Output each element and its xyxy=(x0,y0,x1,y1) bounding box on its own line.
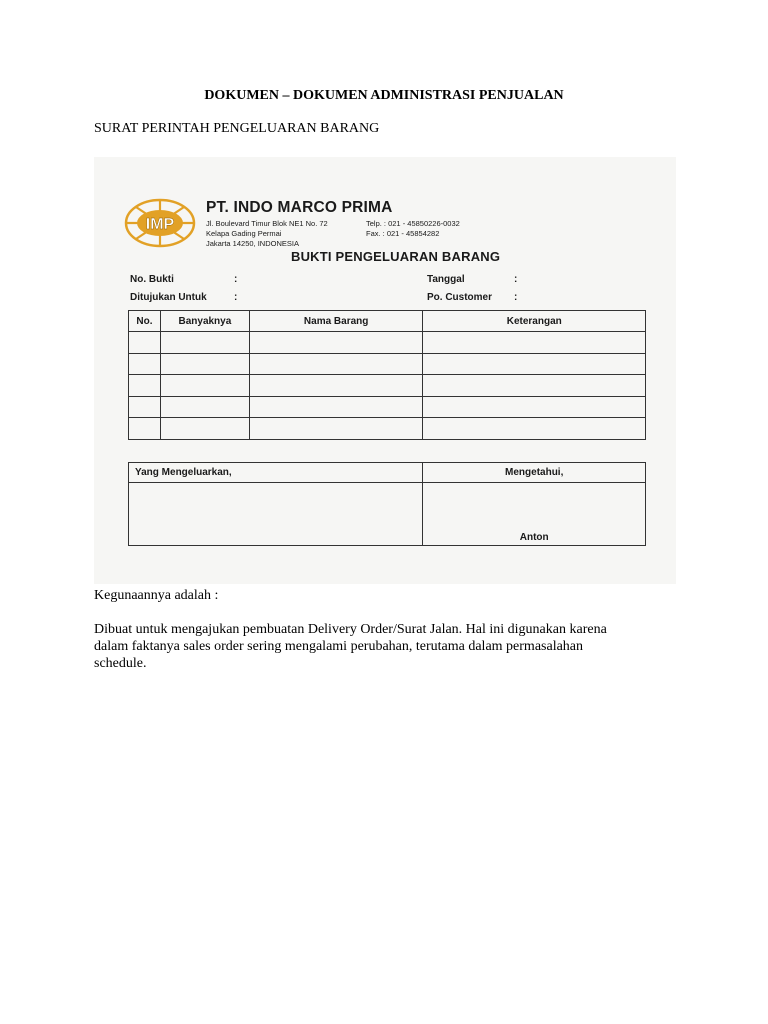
document-subtitle: SURAT PERINTAH PENGELUARAN BARANG xyxy=(94,121,380,136)
field-colon: : xyxy=(514,292,518,303)
company-logo-icon xyxy=(124,198,196,248)
field-label-ditujukan-untuk: Ditujukan Untuk xyxy=(130,292,207,303)
paragraph-line: dalam faktanya sales order sering mengalami perubahan, terutama dalam permasalahan xyxy=(94,639,584,654)
table-cell xyxy=(129,353,161,375)
table-cell xyxy=(129,375,161,397)
usage-label: Kegunaannya adalah : xyxy=(94,588,219,603)
logo-lettering: IMP xyxy=(145,216,175,233)
column-header-no: No. xyxy=(129,311,161,332)
table-row xyxy=(129,396,646,418)
table-cell xyxy=(129,332,161,354)
signature-box-acknowledged xyxy=(423,483,646,546)
table-row xyxy=(129,353,646,375)
form-image xyxy=(94,157,676,584)
table-cell xyxy=(423,418,646,440)
table-cell xyxy=(160,375,249,397)
bukti-pengeluaran-form xyxy=(94,157,676,584)
paragraph-line: Dibuat untuk mengajukan pembuatan Delivery Order/Surat Jalan. Hal ini digunakan karena xyxy=(94,622,607,637)
field-label-tanggal: Tanggal xyxy=(427,274,465,285)
fax-number: Fax. : 021 - 45854282 xyxy=(366,229,440,238)
items-table xyxy=(128,310,646,440)
table-row xyxy=(129,418,646,440)
table-cell xyxy=(249,353,423,375)
signature-label-issuer: Yang Mengeluarkan, xyxy=(129,463,423,483)
company-name: PT. INDO MARCO PRIMA xyxy=(206,199,393,216)
column-header-banyaknya: Banyaknya xyxy=(160,311,249,332)
document-title: DOKUMEN – DOKUMEN ADMINISTRASI PENJUALAN xyxy=(204,88,564,103)
paragraph-line: schedule. xyxy=(94,656,147,671)
company-address xyxy=(206,219,328,249)
address-line: Jakarta 14250, INDONESIA xyxy=(206,239,299,248)
field-label-po-customer: Po. Customer xyxy=(427,292,493,303)
table-cell xyxy=(423,353,646,375)
table-cell xyxy=(129,396,161,418)
table-cell xyxy=(160,353,249,375)
field-colon: : xyxy=(234,292,238,303)
table-cell xyxy=(423,375,646,397)
address-line: Kelapa Gading Permai xyxy=(206,229,282,238)
table-cell xyxy=(249,375,423,397)
form-title: BUKTI PENGELUARAN BARANG xyxy=(291,249,501,264)
signature-table xyxy=(128,462,646,546)
table-row xyxy=(129,332,646,354)
signature-label-acknowledged: Mengetahui, xyxy=(423,463,646,483)
usage-paragraph xyxy=(94,621,607,672)
table-cell xyxy=(160,332,249,354)
table-row xyxy=(129,375,646,397)
table-cell xyxy=(423,396,646,418)
address-line: Jl. Boulevard Timur Blok NE1 No. 72 xyxy=(206,219,328,228)
field-colon: : xyxy=(234,274,238,285)
table-cell xyxy=(160,396,249,418)
field-label-no-bukti: No. Bukti xyxy=(130,274,174,285)
column-header-nama-barang: Nama Barang xyxy=(249,311,423,332)
signature-box-issuer xyxy=(129,483,423,546)
table-header-row xyxy=(129,311,646,332)
acknowledger-name: Anton xyxy=(519,532,549,543)
phone-number: Telp. : 021 - 45850226-0032 xyxy=(366,219,460,228)
table-cell xyxy=(129,418,161,440)
company-contact xyxy=(366,219,460,239)
table-cell xyxy=(249,418,423,440)
field-colon: : xyxy=(514,274,518,285)
table-cell xyxy=(249,396,423,418)
column-header-keterangan: Keterangan xyxy=(423,311,646,332)
table-cell xyxy=(423,332,646,354)
table-cell xyxy=(160,418,249,440)
table-cell xyxy=(249,332,423,354)
